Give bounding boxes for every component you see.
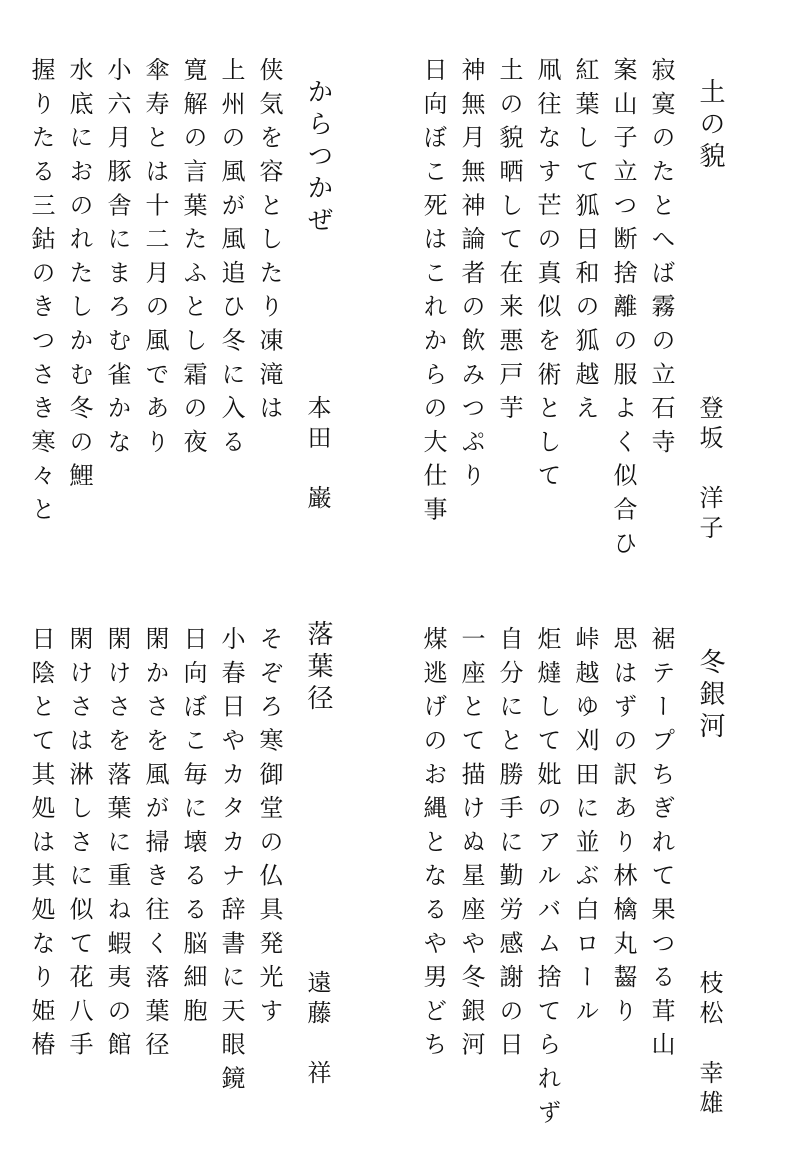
author-name: 登坂 洋子: [695, 395, 723, 545]
haiku-line: 日向ぼこ毎に壊るる脳細胞: [179, 626, 207, 1032]
haiku-line: 案山子立つ断捨離の服よく似合ひ: [609, 57, 637, 564]
haiku-line: そぞろ寒御堂の仏具発光す: [255, 626, 283, 1032]
haiku-line: 思はずの訳あり林檎丸齧り: [609, 626, 637, 1032]
haiku-line: 凧往なす芒の真似を術として: [533, 57, 561, 497]
haiku-line: 一座とて描けぬ星座や冬銀河: [457, 626, 485, 1066]
haiku-line: 閑けさを落葉に重ね蝦夷の館: [103, 626, 131, 1066]
haiku-line: 炬燵して妣のアルバム捨てられず: [533, 626, 561, 1133]
haiku-line: 上州の風が風追ひ冬に入る: [217, 57, 245, 463]
haiku-line: 神無月無神論者の飲みつぷり: [457, 57, 485, 497]
author-name: 遠藤 祥: [303, 970, 331, 1090]
haiku-line: 握りたる三鈷のきつさき寒々と: [27, 57, 55, 531]
section-title: 冬銀河: [695, 648, 725, 744]
haiku-line: 紅葉して狐日和の狐越え: [571, 57, 599, 429]
section-title: からつかぜ: [303, 78, 333, 238]
haiku-line: 傘寿とは十二月の風であり: [141, 57, 169, 463]
haiku-line: 閑けさは淋しさに似て花八手: [65, 626, 93, 1066]
section-title: 土の貌: [695, 78, 725, 174]
author-name: 枝松 幸雄: [695, 970, 723, 1120]
haiku-line: 峠越ゆ刈田に並ぶ白ロール: [571, 626, 599, 1032]
haiku-line: 寂寞のたとへば霧の立石寺: [647, 57, 675, 463]
haiku-line: 閑かさを風が掃き往く落葉径: [141, 626, 169, 1066]
section-title: 落葉径: [303, 620, 333, 716]
haiku-line: 自分にと勝手に勤労感謝の日: [495, 626, 523, 1066]
haiku-line: 日向ぼこ死はこれからの大仕事: [419, 57, 447, 531]
haiku-line: 日陰とて其処は其処なり姫椿: [27, 626, 55, 1066]
haiku-line: 侠気を容としたり凍滝は: [255, 57, 283, 429]
haiku-line: 煤逃げのお縄となるや男どち: [419, 626, 447, 1066]
haiku-line: 小春日やカタカナ辞書に天眼鏡: [217, 626, 245, 1100]
haiku-line: 寛解の言葉たふとし霜の夜: [179, 57, 207, 463]
haiku-line: 裾テープちぎれて果つる茸山: [647, 626, 675, 1066]
haiku-line: 水底におのれたしかむ冬の鯉: [65, 57, 93, 497]
author-name: 本田 巌: [303, 395, 331, 515]
haiku-line: 小六月豚舎にまろむ雀かな: [103, 57, 131, 463]
haiku-line: 土の貌晒して在来悪戸芋: [495, 57, 523, 429]
